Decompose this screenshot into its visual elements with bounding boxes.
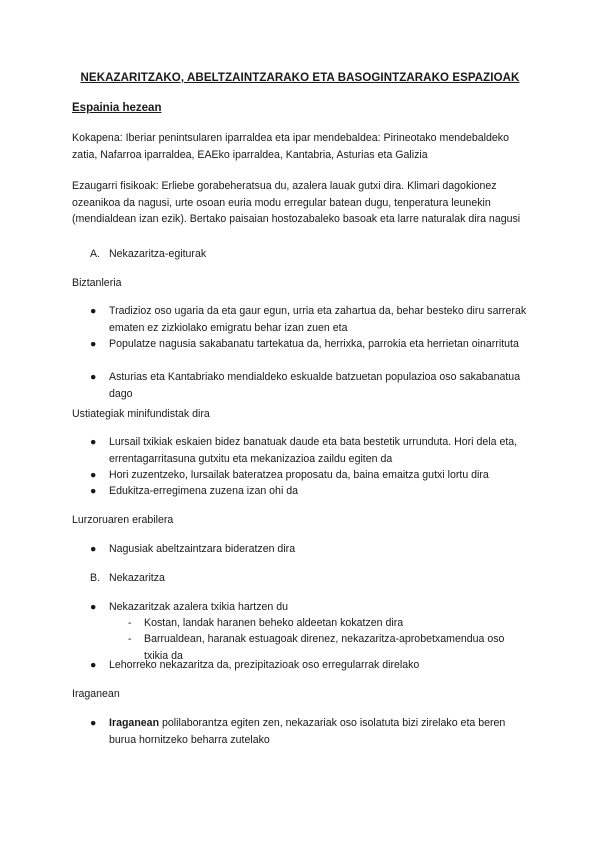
section-b-label: Nekazaritza: [109, 572, 165, 584]
list-item-text: Tradizioz oso ugaria da eta gaur egun, urria eta zahartua da, behar besteko diru sarrerak ematen ez zizkiolako emigratu behar izan zuen eta: [109, 305, 527, 334]
sub-list-item-text: Kostan, landak haranen beheko aldeetan kokatzen dira: [144, 617, 404, 629]
section-a-label: Nekazaritza-egiturak: [109, 248, 207, 260]
bullet-icon: ●: [90, 469, 97, 481]
bullet-icon: ●: [90, 305, 97, 317]
section-b-letter: B.: [90, 572, 101, 584]
bullet-icon: ●: [90, 485, 97, 497]
list-item-text: Edukitza-erregimena zuzena izan ohi da: [109, 485, 299, 497]
list-item-text: [109, 715, 529, 748]
bullet-icon: ●: [90, 659, 97, 671]
section-heading: Espainia hezean: [72, 102, 162, 114]
list-item-rest-text: polilaborantza egiten zen, nekazariak oso isolatuta bizi zirelako eta beren burua hornitzeko beharra zutelako: [109, 717, 506, 746]
bullet-icon: ●: [90, 601, 97, 613]
list-item-text: Lursail txikiak eskaien bidez banatuak daude eta bata bestetik urrunduta. Hori dela eta, errentagarritasuna gutxitu eta mekanizazioa zaildu egiten da: [109, 436, 518, 465]
section-a-letter: A.: [90, 248, 101, 260]
iraganean-heading: Iraganean: [72, 688, 120, 700]
dash-icon: -: [128, 633, 132, 645]
ustiategiak-heading: Ustiategiak minifundistak dira: [72, 408, 210, 420]
bullet-icon: ●: [90, 543, 97, 555]
bullet-icon: ●: [90, 436, 97, 448]
list-item-text: Nekazaritzak azalera txikia hartzen du: [109, 601, 289, 613]
list-item-text: Hori zuzentzeko, lursailak bateratzea proposatu da, baina emaitza gutxi lortu dira: [109, 469, 489, 481]
bullet-icon: ●: [90, 338, 97, 350]
dash-icon: -: [128, 617, 132, 629]
bold-lead-text: Iraganean: [109, 717, 160, 729]
list-item-text: Populatze nagusia sakabanatu tartekatua da, herrixka, parrokia eta herrietan oinarrituta: [109, 338, 519, 350]
sub-list-item-text: Barrualdean, haranak estuagoak direnez, nekazaritza-aprobetxamendua oso txikia da: [144, 633, 505, 662]
bullet-icon: ●: [90, 371, 97, 383]
list-item-text: Lehorreko nekazaritza da, prezipitazioak oso erregularrak direlako: [109, 659, 420, 671]
ezaugarri-paragraph: Ezaugarri fisikoak: Erliebe gorabeheratsua du, azalera lauak gutxi dira. Klimari dagokionez ozeanikoa da nagusi, urte osoan euria modu erregular batean dugu, tenperatura leunekin (mendialdean izan ezik). Bertako paisaian hostozabaleko basoak eta larre naturalak dira nagusi: [72, 180, 521, 225]
list-item-text: Nagusiak abeltzaintzara bideratzen dira: [109, 543, 296, 555]
biztanleria-heading: Biztanleria: [72, 277, 122, 289]
document-title: NEKAZARITZAKO, ABELTZAINTZARAKO ETA BASOGINTZARAKO ESPAZIOAK: [80, 72, 520, 84]
list-item-text: Asturias eta Kantabriako mendialdeko eskualde batzuetan populazioa oso sakabanatua dago: [109, 371, 521, 400]
bullet-icon: ●: [90, 717, 97, 729]
kokapena-paragraph: Kokapena: Iberiar penintsularen iparraldea eta ipar mendebaldea: Pirineotako mendebaldeko zatia, Nafarroa iparraldea, EAEko iparraldea, Kantabria, Asturias eta Galizia: [72, 132, 509, 161]
lurzoruaren-heading: Lurzoruaren erabilera: [72, 514, 174, 526]
